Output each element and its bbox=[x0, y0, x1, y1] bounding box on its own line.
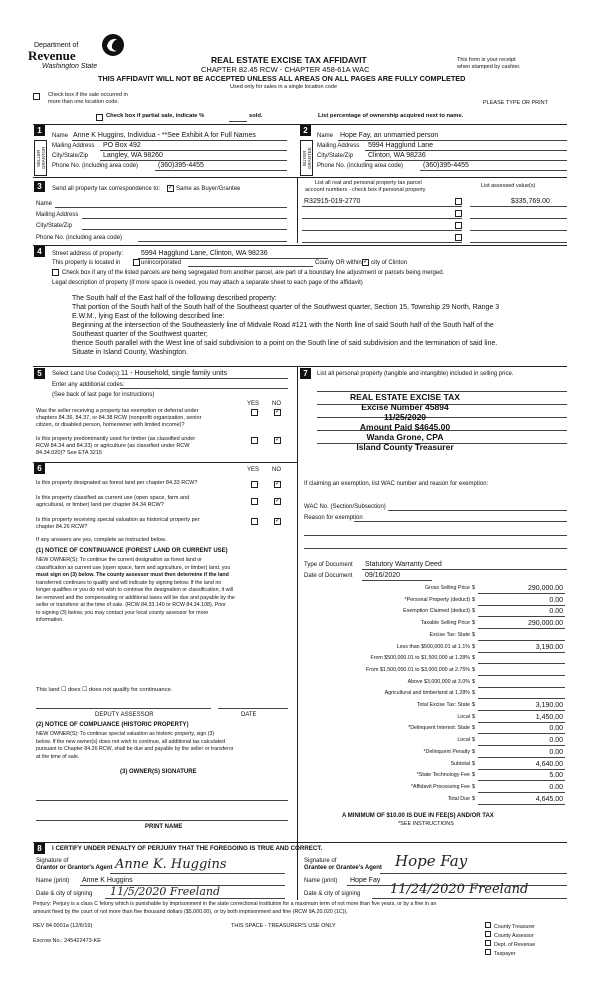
s6-question-3: Is this property receiving special valuation as historical property per chapter 84.26 RCW? bbox=[36, 517, 200, 530]
section-3-badge: 3 bbox=[34, 181, 45, 192]
legal-line: That portion of the South half of the South half of the Southeast quarter of the Southwest quarter, Section 15, Township 29 North, Range 3 bbox=[72, 304, 500, 311]
s5-question-2: Is this property predominantly used for timber (as classified under RCW 84.34 and 84.33) or agriculture (as classified under RCW 84.34.020)? See ETA 3215 bbox=[36, 436, 196, 456]
calc-dollar-sign: $ bbox=[472, 666, 476, 673]
buyer-name-field[interactable]: Hope Fay, an unmarried person bbox=[340, 132, 439, 139]
calc-underline bbox=[478, 675, 565, 676]
city-of-label: city of Clinton bbox=[371, 260, 408, 266]
section-1-badge: 1 bbox=[34, 125, 45, 136]
calc-label: *Delinquent Interest: State bbox=[408, 725, 470, 732]
seller-city-field[interactable]: Langley, WA 98260 bbox=[103, 152, 163, 159]
form-warning: THIS AFFIDAVIT WILL NOT BE ACCEPTED UNLESS ALL AREAS ON ALL PAGES ARE FULLY COMPLETED bbox=[98, 74, 466, 83]
partial-sold-label: sold. bbox=[249, 113, 263, 119]
calc-dollar-sign: $ bbox=[472, 702, 476, 708]
section-5-badge: 5 bbox=[34, 368, 45, 379]
s5-no-header: NO bbox=[272, 401, 281, 407]
grantee-signature-field[interactable]: Hope Fay bbox=[395, 852, 468, 870]
same-as-buyer-label: Same as Buyer/Grantee bbox=[176, 186, 241, 192]
s6-q2-yes-checkbox[interactable] bbox=[251, 498, 258, 505]
calc-dollar-sign: $ bbox=[472, 585, 476, 591]
calc-value-field[interactable]: 4,640.00 bbox=[535, 760, 563, 768]
s6-question-1: Is this property designated as forest land per chapter 84.33 RCW? bbox=[36, 480, 198, 486]
calc-value-field[interactable]: 0.00 bbox=[549, 737, 563, 745]
calc-label: Total Due bbox=[447, 795, 470, 802]
grantee-date-label: Date & city of signing bbox=[304, 891, 361, 897]
s6-question-2: Is this property classified as current use (open space, farm and agricultural, or timber) land per chapter 84.34 RCW? bbox=[36, 495, 190, 508]
calc-underline bbox=[478, 792, 565, 793]
copy-item: Dept. of Revenue bbox=[485, 940, 535, 949]
legal-line: thence South parallel with the West line of said subdivision to a point on the South line of said subdivision and the termination of said line. bbox=[72, 340, 498, 347]
calc-underline bbox=[478, 663, 565, 664]
grantor-date-label: Date & city of signing bbox=[36, 891, 93, 897]
buyer-name-label: Name bbox=[317, 133, 334, 139]
grantee-date-field[interactable]: 11/24/2020 Freeland bbox=[390, 882, 529, 897]
if-yes-note: If any answers are yes, complete as instructed below. bbox=[36, 537, 167, 543]
parcel-1-personal-checkbox[interactable] bbox=[455, 198, 462, 205]
copy-distribution bbox=[485, 922, 535, 958]
s5-yes-header: YES bbox=[247, 401, 260, 407]
percentage-note: List percentage of ownership acquired next to name. bbox=[318, 113, 464, 119]
county-label: County OR within bbox=[315, 260, 362, 266]
s6-q1-no-checkbox[interactable]: ✓ bbox=[275, 481, 281, 487]
calc-label: Local bbox=[457, 713, 470, 720]
treasurer-stamp: REAL ESTATE EXCISE TAX Excise Number 45894 11/25/2020 Amount Paid $4645.00 Wanda Grone, CPA Island County Treasurer bbox=[350, 392, 460, 452]
receipt-note-2: when stamped by cashier. bbox=[457, 64, 521, 70]
minimum-fee-note: A MINIMUM OF $10.00 IS DUE IN FEE(S) AND/OR TAX bbox=[342, 813, 494, 819]
calc-value-field[interactable]: 3,190.00 bbox=[535, 702, 563, 709]
certify-statement: I CERTIFY UNDER PENALTY OF PERJURY THAT THE FOREGOING IS TRUE AND CORRECT. bbox=[52, 845, 323, 852]
calc-value-field[interactable]: 1,450.00 bbox=[535, 713, 563, 721]
calc-dollar-sign: $ bbox=[472, 678, 476, 685]
calc-dollar-sign: $ bbox=[472, 596, 476, 603]
segregated-label: Check box if any of the listed parcels are being segregated from another parcel, are part of a boundary line adjustment or parcels being merged. bbox=[62, 270, 445, 276]
calc-label: Above $3,000,000 at 3.0% bbox=[407, 678, 470, 685]
calc-dollar-sign: $ bbox=[472, 631, 476, 638]
calc-underline bbox=[478, 616, 565, 617]
legal-description-field[interactable] bbox=[72, 294, 572, 357]
section-6-badge: 6 bbox=[34, 463, 45, 474]
calc-underline bbox=[478, 628, 565, 629]
calc-dollar-sign: $ bbox=[472, 690, 476, 697]
calc-value-field[interactable]: 3,190.00 bbox=[535, 643, 563, 651]
buyer-phone-field[interactable]: (360)395-4455 bbox=[423, 162, 469, 169]
section-7-badge: 7 bbox=[300, 368, 311, 379]
parcel-4-personal-checkbox[interactable] bbox=[455, 234, 462, 241]
calc-underline bbox=[478, 769, 565, 770]
qualify-continuance[interactable]: This land ☐ does ☐ does not qualify for continuance. bbox=[36, 687, 173, 693]
calc-underline bbox=[478, 640, 565, 641]
segregated-checkbox[interactable] bbox=[52, 269, 59, 276]
calc-label: *State Technology Fee bbox=[416, 772, 470, 779]
calc-label: *Personal Property (deduct) bbox=[404, 596, 470, 603]
legal-line: E.W.M., lying East of the following described line: bbox=[72, 313, 225, 320]
sales-note: Used only for sales in a single location code bbox=[230, 84, 338, 90]
section-8-badge: 8 bbox=[34, 843, 45, 854]
seller-phone-field[interactable]: (360)395-4455 bbox=[158, 162, 204, 169]
calc-value-field[interactable]: 0.00 bbox=[549, 608, 563, 616]
form-revision: REV 84 0001a (12/6/19) bbox=[33, 923, 93, 929]
calc-value-field[interactable]: 0.00 bbox=[549, 596, 563, 604]
notice-continuance-title: (1) NOTICE OF CONTINUANCE (FOREST LAND OR CURRENT USE) bbox=[36, 548, 228, 554]
assessed-value-field[interactable]: $335,769.00 bbox=[511, 198, 550, 205]
calc-dollar-sign: $ bbox=[472, 748, 476, 755]
land-use-label: Select Land Use Code(s): bbox=[52, 371, 121, 377]
buyer-city-label: City/State/Zip bbox=[317, 153, 354, 159]
copy-item: County Assessor bbox=[485, 931, 535, 940]
section-2-badge: 2 bbox=[300, 125, 311, 136]
buyer-phone-label: Phone No. (including area code) bbox=[317, 163, 404, 169]
calc-dollar-sign: $ bbox=[472, 795, 476, 802]
s3-city-label: City/State/Zip bbox=[36, 223, 73, 229]
calc-label: From $500,000.01 to $1,500,000 at 1.28% bbox=[370, 655, 470, 662]
s3-mailing-label: Mailing Address bbox=[36, 212, 79, 218]
owner-signature-field[interactable] bbox=[36, 800, 288, 801]
s3-phone-label: Phone No. (including area code) bbox=[36, 235, 123, 241]
s5-q1-no-checkbox[interactable]: ✓ bbox=[275, 409, 281, 415]
doc-type-label: Type of Document bbox=[304, 562, 353, 568]
dor-swirl-icon bbox=[100, 32, 126, 58]
s6-yes-header: YES bbox=[247, 467, 260, 473]
notice-continuance-text: NEW OWNER(S): To continue the current designation as forest land or classification as current use (open space, farm and agriculture, or timber) land, you must sign on (3) below. The county assessor must then determine if the land transferred continues to qualify and will indicate by signing below. If the land no longer qualifies or you do not wish to continue the designation or classification, it will be removed and the compensating or additional taxes will be due and payable by the seller or transferor at the time of sale. (RCW 84.33.140 or RCW 84.34.108). Prior to signing (3) below, you may contact your local county assessor for more information. bbox=[36, 557, 235, 623]
s5-q2-yes-checkbox[interactable] bbox=[251, 437, 258, 444]
calc-value-field[interactable]: 290,000.00 bbox=[527, 620, 563, 628]
same-as-buyer-checkbox[interactable]: ✓ bbox=[168, 185, 174, 191]
calc-label: Subtotal bbox=[450, 760, 470, 767]
calc-value-field[interactable]: 290,000.00 bbox=[527, 585, 563, 592]
located-label: This property is located in bbox=[52, 260, 121, 266]
legal-line: The South half of the East half of the following described property: bbox=[72, 295, 277, 302]
grantor-print-label: Name (print) bbox=[36, 878, 70, 884]
revenue-label: Revenue bbox=[28, 48, 76, 63]
calc-value-field[interactable]: 0.00 bbox=[549, 748, 563, 756]
calc-label: Taxable Selling Price bbox=[420, 620, 470, 627]
see-back-label: (See back of last page for instructions) bbox=[52, 392, 155, 398]
calc-dollar-sign: $ bbox=[472, 643, 476, 650]
reason-label: Reason for exemption bbox=[304, 515, 363, 521]
grantor-sig-label-2: Grantor or Grantor's Agent bbox=[36, 865, 113, 871]
calc-underline bbox=[478, 757, 565, 758]
escrow-number: Escrow No.: 245422473-KE bbox=[33, 938, 101, 944]
doc-type-field[interactable]: Statutory Warranty Deed bbox=[365, 561, 442, 568]
please-type-label: PLEASE TYPE OR PRINT bbox=[483, 100, 549, 106]
calc-underline bbox=[478, 652, 565, 653]
washington-state-label: Washington State bbox=[42, 63, 98, 70]
partial-percent-field[interactable] bbox=[229, 121, 247, 122]
s6-q3-yes-checkbox[interactable] bbox=[251, 518, 258, 525]
grantee-sig-label-2: Grantee or Grantee's Agent bbox=[304, 865, 382, 871]
s6-q2-no-checkbox[interactable]: ✓ bbox=[275, 498, 281, 504]
calc-underline bbox=[478, 605, 565, 606]
s3-name-label: Name bbox=[36, 201, 53, 207]
s6-q3-no-checkbox[interactable]: ✓ bbox=[275, 518, 281, 524]
grantor-date-field[interactable]: 11/5/2020 Freeland bbox=[110, 885, 221, 898]
parcel-header-2: account numbers - check box if personal property bbox=[305, 187, 426, 193]
legal-description-label: Legal description of property (if more space is needed, you may attach a separate sheet to each page of the affidavit) bbox=[52, 280, 363, 286]
wac-label: WAC No. (Section/Subsection) bbox=[304, 504, 386, 510]
assessed-header: List assessed value(s) bbox=[481, 183, 536, 189]
parcel-2-personal-checkbox[interactable] bbox=[455, 210, 462, 217]
receipt-note-1: This form is your receipt bbox=[457, 57, 516, 63]
s5-question-1: Was the seller receiving a property tax exemption or deferral under chapters 84.36, 84.37, or 84.38 RCW (nonprofit organization, senior citizen, or disabled person, homeowner with limited income)? bbox=[36, 408, 202, 428]
form-title: REAL ESTATE EXCISE TAX AFFIDAVIT bbox=[211, 55, 367, 65]
deputy-date-label: DATE bbox=[241, 712, 257, 718]
treasurer-use-label: THIS SPACE - TREASURER'S USE ONLY bbox=[231, 923, 336, 929]
s6-no-header: NO bbox=[272, 467, 281, 473]
buyer-address-label: Mailing Address bbox=[317, 143, 360, 149]
calc-dollar-sign: $ bbox=[472, 725, 476, 732]
seller-name-field[interactable]: Anne K Huggins, Individua - **See Exhibit A for Full Names bbox=[73, 132, 256, 139]
buyer-address-field[interactable]: 5994 Hagglund Lane bbox=[368, 142, 434, 149]
calc-dollar-sign: $ bbox=[472, 737, 476, 744]
legal-line: Southeast quarter of the Southwest quarter; bbox=[72, 331, 208, 338]
grantee-print-label: Name (print) bbox=[304, 878, 338, 884]
owner-signature-label: (3) OWNER(S) SIGNATURE bbox=[120, 769, 197, 775]
send-correspondence-label: Send all property tax correspondence to: bbox=[52, 186, 161, 192]
partial-sale-label: Check box if partial sale, indicate % bbox=[106, 113, 205, 119]
owner-print-name-field[interactable] bbox=[36, 820, 288, 821]
see-instructions-note: *SEE INSTRUCTIONS bbox=[398, 821, 454, 827]
parcel-3-personal-checkbox[interactable] bbox=[455, 222, 462, 229]
print-name-label: PRINT NAME bbox=[145, 824, 183, 830]
grantee-print-field[interactable]: Hope Fay bbox=[350, 877, 381, 884]
calc-underline bbox=[478, 722, 565, 723]
calc-dollar-sign: $ bbox=[472, 713, 476, 720]
section-4-badge: 4 bbox=[34, 246, 45, 257]
exemption-label: If claiming an exemption, list WAC number and reason for exemption: bbox=[304, 481, 489, 487]
s5-q2-no-checkbox[interactable]: ✓ bbox=[275, 437, 281, 443]
calc-label: Less than $500,000.01 at 1.1% bbox=[396, 643, 470, 650]
parcel-header-1: List all real and personal property tax parcel bbox=[315, 180, 422, 186]
calc-underline bbox=[478, 733, 565, 734]
calc-value-field[interactable]: 0.00 bbox=[549, 783, 563, 791]
calc-label: Exemption Claimed (deduct) bbox=[403, 608, 470, 615]
calc-dollar-sign: $ bbox=[472, 760, 476, 767]
calc-dollar-sign: $ bbox=[472, 772, 476, 779]
legal-line: Situate in Island County, Washington. bbox=[72, 349, 188, 356]
buyer-city-field[interactable]: Clinton, WA 98236 bbox=[368, 152, 426, 159]
seller-city-label: City/State/Zip bbox=[52, 153, 89, 159]
calc-label: Total Excise Tax: State bbox=[416, 702, 470, 708]
unincorporated-label: unincorporated bbox=[141, 260, 182, 266]
perjury-statement: Perjury: Perjury is a class C felony which is punishable by imprisonment in the state correctional institution for a maximum term of not more than five years, or by a fine in an bbox=[33, 901, 437, 907]
seller-name-label: Name bbox=[52, 133, 69, 139]
calc-underline bbox=[478, 593, 565, 594]
calc-value-field[interactable]: 0.00 bbox=[549, 725, 563, 733]
calc-dollar-sign: $ bbox=[472, 608, 476, 615]
calc-label: From $1,500,000.01 to $3,000,000 at 2.75% bbox=[366, 666, 470, 673]
notice-compliance-title: (2) NOTICE OF COMPLIANCE (HISTORIC PROPERTY) bbox=[36, 722, 189, 728]
seller-address-label: Mailing Address bbox=[52, 143, 95, 149]
street-address-label: Street address of property: bbox=[52, 251, 124, 257]
perjury-statement-2: amount fixed by the court of not more than five thousand dollars ($5,000.00), or by both imprisonment and fine (RCW 9A.20.020 (1C)). bbox=[33, 909, 348, 915]
calc-label: Local bbox=[457, 737, 470, 744]
calc-dollar-sign: $ bbox=[472, 783, 476, 790]
calc-value-field[interactable]: 5.00 bbox=[549, 772, 563, 780]
calc-label: *Affidavit Processing Fee bbox=[410, 783, 470, 790]
calc-label: Agricultural and timberland at 1.28% bbox=[384, 690, 470, 697]
land-use-field[interactable]: 11 - Household, single family units bbox=[121, 370, 228, 377]
deputy-assessor-label: DEPUTY ASSESSOR bbox=[95, 712, 154, 718]
doc-date-label: Date of Document bbox=[304, 573, 353, 579]
multi-location-checkbox[interactable] bbox=[33, 93, 40, 100]
street-address-field[interactable]: 5994 Hagglund Lane, Clinton, WA 98236 bbox=[141, 250, 268, 257]
seller-side-label: SELLER GRANTOR bbox=[34, 140, 47, 176]
calc-dollar-sign: $ bbox=[472, 655, 476, 662]
form-subtitle: CHAPTER 82.45 RCW - CHAPTER 458-61A WAC bbox=[201, 65, 370, 74]
calc-label: Excise Tax: State bbox=[429, 631, 470, 638]
additional-codes-label: Enter any additional codes: bbox=[52, 382, 125, 388]
calc-dollar-sign: $ bbox=[472, 620, 476, 627]
city-of-checkbox[interactable]: ✓ bbox=[363, 259, 369, 265]
grantee-sig-label-1: Signature of bbox=[304, 858, 337, 864]
personal-property-label: List all personal property (tangible and intangible) included in selling price. bbox=[317, 371, 514, 377]
calc-label: *Delinquent Penalty bbox=[423, 748, 470, 755]
calc-underline bbox=[478, 780, 565, 781]
grantor-print-field[interactable]: Anne K Huggins bbox=[82, 877, 133, 884]
calc-value-field[interactable]: 4,645.00 bbox=[535, 795, 563, 803]
legal-line: Beginning at the intersection of the Southeasterly line of Midvale Road #121 with the North line of said South half of the South half of the bbox=[72, 322, 494, 329]
doc-date-field[interactable]: 09/16/2020 bbox=[365, 572, 401, 579]
buyer-side-label: BUYER GRANTEE bbox=[300, 140, 313, 176]
grantor-signature-field[interactable]: Anne K. Huggins bbox=[115, 857, 227, 872]
partial-sale-checkbox[interactable] bbox=[96, 114, 103, 121]
dor-logo bbox=[22, 30, 132, 75]
notice-compliance-text: NEW OWNER(S): To continue special valuation as historic property, sign (3) below. If the new owner(s) does not wish to continue, all additional tax calculated pursuant to Chapter 84.26 RCW, shall be due and payable by the seller or transferor at the time of sale. bbox=[36, 731, 234, 760]
copy-item: Taxpayer bbox=[485, 949, 535, 958]
unincorporated-checkbox[interactable] bbox=[133, 259, 140, 266]
s6-q1-yes-checkbox[interactable] bbox=[251, 481, 258, 488]
multi-location-label-1: Check box if the sale occurred in bbox=[48, 92, 128, 98]
calc-underline bbox=[478, 804, 565, 805]
parcel-number-field[interactable]: R32915-019-2770 bbox=[304, 198, 361, 205]
seller-phone-label: Phone No. (including area code) bbox=[52, 163, 139, 169]
calc-underline bbox=[478, 698, 565, 699]
calc-label: Gross Selling Price bbox=[424, 585, 470, 591]
calc-underline bbox=[478, 687, 565, 688]
copy-item: County Treasurer bbox=[485, 922, 535, 931]
calc-underline bbox=[478, 745, 565, 746]
grantor-sig-label-1: Signature of bbox=[36, 858, 69, 864]
seller-address-field[interactable]: PO Box 492 bbox=[103, 142, 141, 149]
calc-underline bbox=[478, 710, 565, 711]
multi-location-label-2: more than one location code. bbox=[48, 99, 119, 105]
dept-of-label: Department of bbox=[34, 42, 79, 49]
s5-q1-yes-checkbox[interactable] bbox=[251, 409, 258, 416]
